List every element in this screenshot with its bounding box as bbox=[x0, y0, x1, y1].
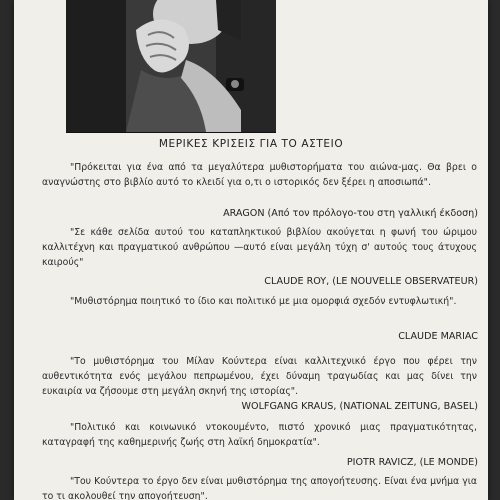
author-portrait-image bbox=[66, 0, 276, 132]
review-attribution-4: WOLFGANG KRAUS, (NATIONAL ZEITUNG, BASEL) bbox=[241, 401, 478, 412]
review-attribution-1: ARAGON (Από τον πρόλογο-του στη γαλλική έκδοση) bbox=[223, 208, 478, 219]
review-quote-1: "Πρόκειται για ένα από τα μεγαλύτερα μυθιστορήματα του αιώνα-μας. Θα βρει ο αναγνώστης στο βιβλίο αυτό το κλειδί για ο,τι ο ιστορικός δεν ξέρει η αποσιωπά". bbox=[42, 162, 477, 188]
section-heading: ΜΕΡΙΚΕΣ ΚΡΙΣΕΙΣ ΓΙΑ ΤΟ ΑΣΤΕΙΟ bbox=[158, 138, 344, 150]
author-photo bbox=[66, 0, 276, 133]
review-quote-6: "Του Κούντερα το έργο δεν είναι μυθιστόρημα της απογοήτευσης. Είναι ένα μνήμα για το τι ακολουθεί την απογοήτευση". bbox=[42, 476, 477, 500]
review-attribution-3: CLAUDE MARIAC bbox=[398, 331, 478, 342]
review-quote-4: "Το μυθιστόρημα του Μίλαν Κούντερα είναι καλλιτεχνικό έργο που φέρει την αυθεντικότητα ενός μεγάλου πεπρωμένου, έχει δύναμη τραγωδίας και μας δίνει την ευκαιρία να ζήσουμε στη μεγάλη σκηνή της ιστορίας". bbox=[42, 356, 477, 397]
review-quote-5: "Πολιτικό και κοινωνικό ντοκουμέντο, πιστό χρονικό μιας πραγματικότητας, καταγραφή της καθημερινής ζωής στη λαϊκή δημοκρατία". bbox=[42, 422, 477, 448]
review-quote-3: "Μυθιστόρημα ποιητικό το ίδιο και πολιτικό με μια ομορφιά σχεδόν εντυφλωτική". bbox=[70, 296, 457, 307]
review-quote-2: "Σε κάθε σελίδα αυτού του καταπληκτικού βιβλίου ακούγεται η φωνή του ώριμου καλλιτέχνη και πραγματικού ανθρώπου —αυτό είναι μεγάλη τύχη σ' αυτούς τους άτυχους καιρούς" bbox=[42, 227, 477, 268]
review-attribution-5: PIOTR RAVICZ, (LE MONDE) bbox=[346, 457, 478, 468]
review-attribution-2: CLAUDE ROY, (LE NOUVELLE OBSERVATEUR) bbox=[264, 276, 478, 287]
book-back-cover bbox=[14, 0, 488, 500]
